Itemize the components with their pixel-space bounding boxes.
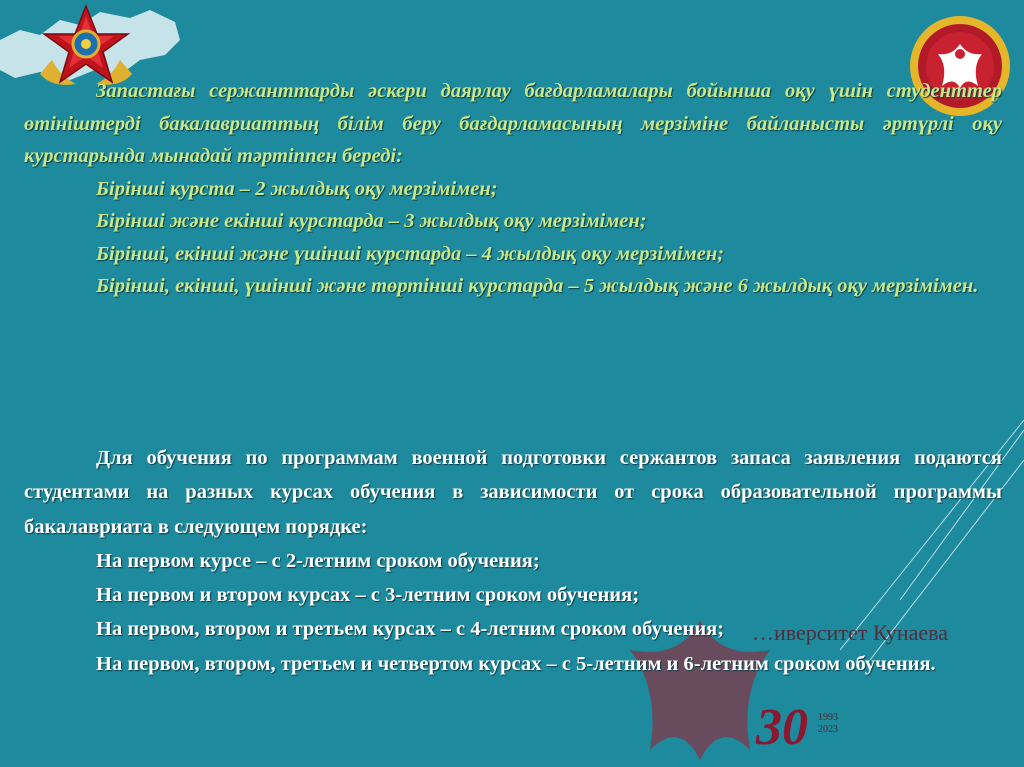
russian-list-item: На первом, втором и третьем курсах – с 4-летним сроком обучения; [96,618,725,641]
kazakh-list-item: Бірінші, екінші және үшінші курстарда – 4 жылдық оқу мерзімімен; [96,242,725,265]
russian-list-item: На первом курсе – с 2-летним сроком обучения; [96,549,540,572]
watermark-years: 1993 2023 [818,712,838,735]
russian-list-item: На первом и втором курсах – с 3-летним сроком обучения; [96,584,640,607]
watermark-university-name: …иверситет Кунаева [752,620,949,645]
watermark-anniversary-number: 30 [756,699,808,756]
kazakh-text-block [24,75,1002,303]
russian-text-block [24,441,1002,681]
kazakh-list-item: Бірінші, екінші, үшінші және төртінші курстарда – 5 жылдық және 6 жылдық оқу мерзімімен. [96,275,979,297]
kazakh-intro-paragraph: Запастағы сержанттарды әскери даярлау бағдарламалары бойынша оқу үшін студенттер өтініштерді бакалавриаттың білім беру бағдарламасының мерзіміне байланысты әртүрлі оқу курстарында мынадай тәртіппен береді: [24,80,1002,167]
russian-list-item: На первом, втором, третьем и четвертом курсах – с 5-летним и 6-летним сроком обучения. [96,652,936,675]
kazakh-list-item: Бірінші курста – 2 жылдық оқу мерзімімен; [96,177,498,200]
russian-intro-paragraph: Для обучения по программам военной подготовки сержантов запаса заявления подаются студентами на разных курсах обучения в зависимости от срока образовательной программы бакалавриата в следующем порядке: [24,447,1002,538]
kazakh-list-item: Бірінші және екінші курстарда – 3 жылдық оқу мерзімімен; [96,210,647,232]
